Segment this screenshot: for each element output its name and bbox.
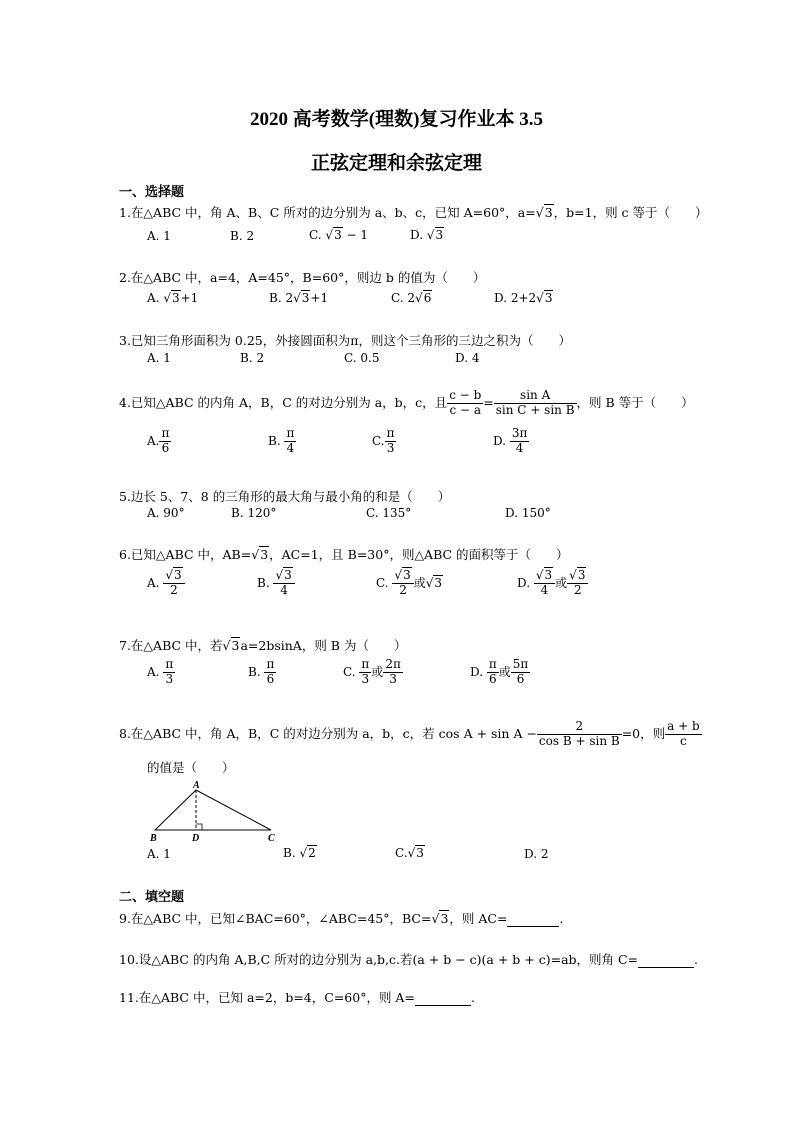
q7-option-b[interactable]: B. $\frac{\pi}{6}$ [248, 657, 275, 686]
section-fill-in: 二、填空题 [119, 890, 185, 905]
q7-option-d[interactable]: D. $\frac{\pi}{6}$ 或 $\frac{5\pi}{6}$ [470, 657, 529, 686]
q1-option-b[interactable]: B. 2 [230, 229, 255, 243]
q8-option-d[interactable]: D. 2 [524, 847, 549, 861]
q3-option-b[interactable]: B. 2 [240, 351, 265, 365]
q2-option-b[interactable]: B. 2√3+1 [269, 291, 329, 305]
page-title: 2020 高考数学(理数)复习作业本 3.5 [250, 109, 543, 130]
q3-option-c[interactable]: C. 0.5 [344, 351, 380, 365]
q5-option-a[interactable]: A. 90° [147, 506, 185, 520]
question-8-continued: 的值是（ ） [147, 760, 235, 775]
question-6: 6.已知△ABC 中，AB=√3，AC=1，且 B=30°，则△ABC 的面积等于（ ） [119, 547, 569, 562]
section-multiple-choice: 一、选择题 [119, 185, 185, 200]
q4-option-b[interactable]: B. $\frac{\pi}{4}$ [268, 426, 295, 455]
q2-option-d[interactable]: D. 2+2√3 [494, 291, 553, 305]
q8-option-c[interactable]: C.√3 [395, 846, 424, 860]
q8-option-a[interactable]: A. 1 [147, 847, 171, 861]
answer-blank-9[interactable] [507, 911, 559, 927]
q5-option-d[interactable]: D. 150° [505, 506, 551, 520]
q2-option-a[interactable]: A. √3+1 [147, 291, 199, 305]
question-8: 8.在△ABC 中，角 A，B，C 的对边分别为 a，b，c，若 cos A + sin A − $\frac{2}{\text{cos B + sin B}}$ =0，则 $\frac{a + b}{c}$ [119, 719, 700, 748]
q5-option-b[interactable]: B. 120° [231, 506, 277, 520]
q5-option-c[interactable]: C. 135° [366, 506, 412, 520]
q1-option-d[interactable]: D. √3 [410, 228, 444, 242]
triangle-figure [146, 778, 286, 844]
q6-option-c[interactable]: C. $\frac{√3}{2}$ 或√3 [376, 568, 443, 597]
vertex-label-d: D [192, 833, 200, 844]
q7-option-c[interactable]: C. $\frac{\pi}{3}$ 或 $\frac{2\pi}{3}$ [343, 657, 401, 686]
q4-option-a[interactable]: A. $\frac{\pi}{6}$ [147, 426, 170, 455]
q1-option-c[interactable]: C. √3 − 1 [309, 228, 369, 242]
q3-option-a[interactable]: A. 1 [147, 351, 171, 365]
question-7: 7.在△ABC 中，若√3a=2bsinA，则 B 为（ ） [119, 638, 407, 653]
vertex-label-c: C [268, 833, 275, 844]
q7-option-a[interactable]: A. $\frac{\pi}{3}$ [147, 657, 174, 686]
question-3: 3.已知三角形面积为 0.25，外接圆面积为π，则这个三角形的三边之积为（ ） [119, 333, 571, 348]
question-11: 11.在△ABC 中，已知 a=2，b=4，C=60°，则 A= . [119, 990, 475, 1005]
answer-blank-11[interactable] [415, 990, 471, 1006]
vertex-label-b: B [150, 833, 157, 844]
answer-blank-10[interactable] [638, 952, 694, 968]
vertex-label-a: A [193, 780, 200, 791]
q6-option-d[interactable]: D. $\frac{√3}{4}$ 或 $\frac{√3}{2}$ [517, 569, 588, 598]
q4-option-d[interactable]: D. $\frac{3\pi}{4}$ [493, 426, 528, 455]
question-4: 4.已知△ABC 的内角 A，B，C 的对边分别为 a，b，c，且 $\frac{c - b}{c - a}$ = $\frac{\text{sin A}}{\text{sin C + sin B}}$ ，则 B 等于（ ） [119, 388, 694, 417]
q8-option-b[interactable]: B. √2 [283, 846, 316, 860]
question-9: 9.在△ABC 中，已知∠BAC=60°，∠ABC=45°，BC=√3，则 AC= . [119, 911, 564, 926]
question-10: 10.设△ABC 的内角 A,B,C 所对的边分别为 a,b,c.若(a + b − c)(a + b + c)=ab，则角 C= . [119, 952, 699, 967]
q6-option-a[interactable]: A. $\frac{√3}{2}$ [147, 569, 185, 598]
q2-option-c[interactable]: C. 2√6 [391, 291, 432, 305]
page-subtitle: 正弦定理和余弦定理 [310, 153, 482, 174]
question-2: 2.在△ABC 中，a=4，A=45°，B=60°，则边 b 的值为（ ） [119, 270, 486, 285]
q4-option-c[interactable]: C. $\frac{\pi}{3}$ [372, 426, 395, 455]
q3-option-d[interactable]: D. 4 [455, 351, 480, 365]
question-5: 5.边长 5、7、8 的三角形的最大角与最小角的和是（ ） [119, 489, 451, 504]
q1-option-a[interactable]: A. 1 [147, 229, 171, 243]
q6-option-b[interactable]: B. $\frac{√3}{4}$ [257, 569, 295, 598]
question-1: 1.在△ABC 中，角 A、B、C 所对的边分别为 a、b、c，已知 A=60°，a=√3，b=1，则 c 等于（ ） [119, 205, 708, 220]
